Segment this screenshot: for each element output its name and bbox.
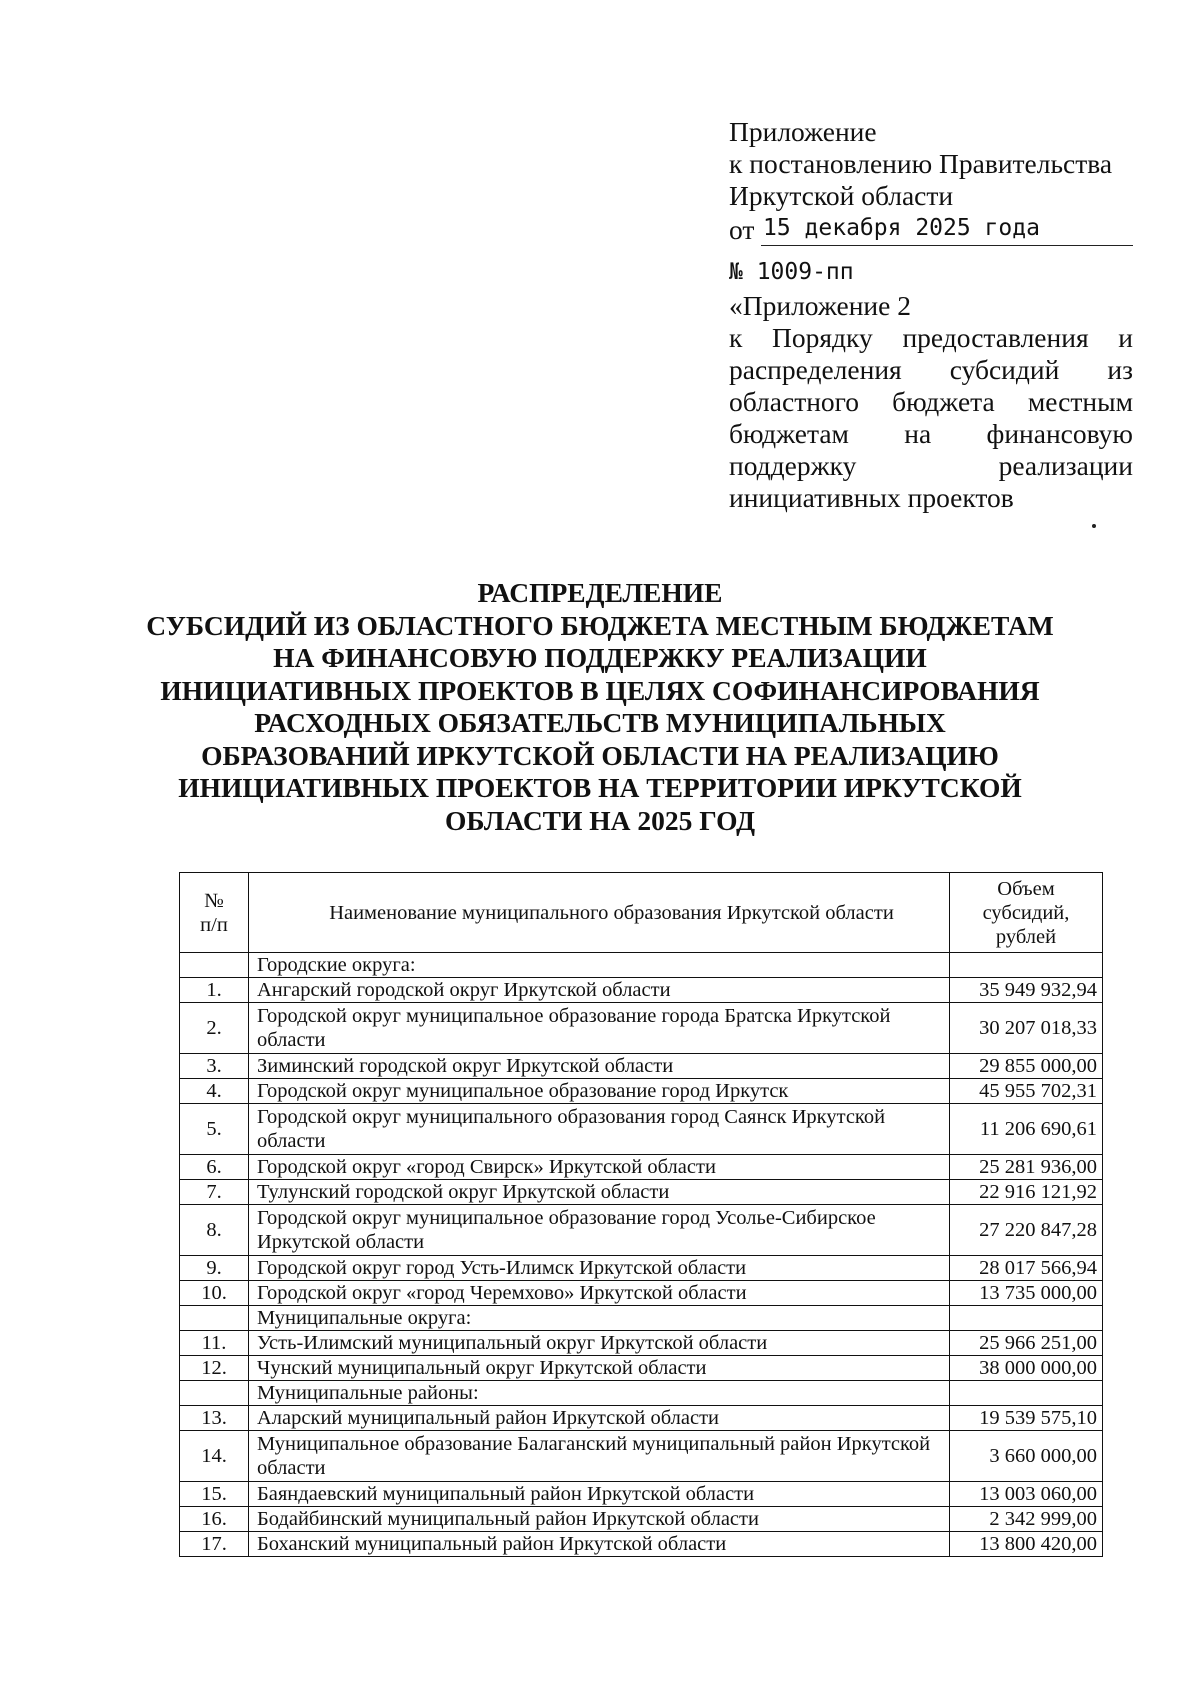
subsidy-amount: 2 342 999,00: [950, 1507, 1103, 1532]
row-number: [180, 1381, 249, 1406]
subsidy-amount: 3 660 000,00: [950, 1431, 1103, 1482]
subsidy-amount: 13 003 060,00: [950, 1482, 1103, 1507]
table-row: [180, 1079, 1103, 1104]
header-name: Наименование муниципального образования Иркутской области: [249, 873, 950, 953]
resolution-number: № 1009-пп: [729, 259, 854, 285]
subsidy-amount: 45 955 702,31: [950, 1079, 1103, 1104]
section-heading: Городские округа:: [249, 953, 950, 978]
municipality-name: Городской округ «город Свирск» Иркутской области: [249, 1155, 950, 1180]
table-row: [180, 1532, 1103, 1557]
row-number: 2.: [180, 1003, 249, 1054]
table-body: [180, 953, 1103, 1557]
municipality-name: Усть-Илимский муниципальный округ Иркутской области: [249, 1331, 950, 1356]
word: поддержку: [729, 450, 857, 481]
municipality-name: Городской округ муниципальное образование города Братска Иркутской области: [249, 1003, 950, 1054]
word: Порядку: [772, 322, 873, 353]
word: на: [904, 418, 932, 449]
table-row: [180, 1406, 1103, 1431]
order-line-5: [729, 450, 1133, 482]
resolution-reference: к постановлению Правительства: [729, 148, 1113, 179]
order-line-2: [729, 354, 1133, 386]
row-number: 12.: [180, 1356, 249, 1381]
row-number: 5.: [180, 1104, 249, 1155]
annex-title: «Приложение 2: [729, 290, 911, 321]
row-number: [180, 953, 249, 978]
table-row: [180, 1356, 1103, 1381]
row-number: 10.: [180, 1281, 249, 1306]
header-amount: [950, 873, 1103, 953]
word: субсидий: [949, 354, 1060, 385]
municipality-name: Зиминский городской округ Иркутской области: [249, 1054, 950, 1079]
municipality-name: Бодайбинский муниципальный район Иркутской области: [249, 1507, 950, 1532]
appendix-label: Приложение: [729, 116, 877, 147]
order-line-1: [729, 322, 1133, 354]
row-number: 17.: [180, 1532, 249, 1557]
header-amount-line: рублей: [995, 925, 1057, 948]
table-row: [180, 1205, 1103, 1256]
row-number: 7.: [180, 1180, 249, 1205]
title-line: ИНИЦИАТИВНЫХ ПРОЕКТОВ В ЦЕЛЯХ СОФИНАНСИРОВАНИЯ: [160, 674, 1040, 706]
subsidy-amount: 13 800 420,00: [950, 1532, 1103, 1557]
row-number: 8.: [180, 1205, 249, 1256]
word: бюджетам: [729, 418, 849, 449]
header-amount-line: Объем: [997, 877, 1055, 900]
table-row: [180, 1003, 1103, 1054]
header-number-abbr: п/п: [200, 913, 228, 936]
resolution-date-row: [729, 212, 1133, 246]
order-line-4: [729, 418, 1133, 450]
order-line-3: [729, 386, 1133, 418]
title-line: ОБЛАСТИ НА 2025 ГОД: [444, 804, 756, 836]
title-line: СУБСИДИЙ ИЗ ОБЛАСТНОГО БЮДЖЕТА МЕСТНЫМ БЮДЖЕТАМ: [146, 609, 1054, 641]
header-number-sign: №: [204, 889, 224, 912]
row-number: 13.: [180, 1406, 249, 1431]
table-row: [180, 1381, 1103, 1406]
subsidy-amount: [950, 1306, 1103, 1331]
word: и: [1118, 322, 1133, 353]
table-row: [180, 978, 1103, 1003]
section-heading: Муниципальные округа:: [249, 1306, 950, 1331]
row-number: 14.: [180, 1431, 249, 1482]
header-number: [180, 873, 249, 953]
row-number: 1.: [180, 978, 249, 1003]
row-number: 6.: [180, 1155, 249, 1180]
row-number: 3.: [180, 1054, 249, 1079]
subsidy-amount: 22 916 121,92: [950, 1180, 1103, 1205]
table-row: [180, 1482, 1103, 1507]
municipality-name: Городской округ город Усть-Илимск Иркутской области: [249, 1256, 950, 1281]
municipality-name: Городской округ муниципальное образование город Иркутск: [249, 1079, 950, 1104]
table-row: [180, 1180, 1103, 1205]
order-line-6: инициативных проектов: [729, 482, 1014, 513]
subsidy-amount: 25 966 251,00: [950, 1331, 1103, 1356]
title-line: РАСХОДНЫХ ОБЯЗАТЕЛЬСТВ МУНИЦИПАЛЬНЫХ: [254, 707, 946, 738]
stray-dot: [1092, 524, 1096, 528]
table-header-row: [180, 873, 1103, 953]
municipality-name: Муниципальное образование Балаганский муниципальный район Иркутской области: [249, 1431, 950, 1482]
municipality-name: Городской округ «город Черемхово» Иркутской области: [249, 1281, 950, 1306]
table-row: [180, 1054, 1103, 1079]
table-row: [180, 1155, 1103, 1180]
word: финансовую: [986, 418, 1133, 449]
municipality-name: Тулунский городской округ Иркутской области: [249, 1180, 950, 1205]
subsidy-amount: 11 206 690,61: [950, 1104, 1103, 1155]
municipality-name: Городской округ муниципальное образование город Усолье-Сибирское Иркутской области: [249, 1205, 950, 1256]
subsidy-amount: 27 220 847,28: [950, 1205, 1103, 1256]
date-underline: [761, 245, 1133, 246]
subsidy-amount: 25 281 936,00: [950, 1155, 1103, 1180]
subsidy-amount: 29 855 000,00: [950, 1054, 1103, 1079]
table-row: [180, 1331, 1103, 1356]
word: бюджета: [892, 386, 995, 417]
header-amount-line: субсидий,: [982, 901, 1070, 924]
row-number: 15.: [180, 1482, 249, 1507]
subsidy-amount: 38 000 000,00: [950, 1356, 1103, 1381]
table-row: [180, 1104, 1103, 1155]
table-row: [180, 1306, 1103, 1331]
table-row: [180, 1507, 1103, 1532]
municipality-name: Баяндаевский муниципальный район Иркутской области: [249, 1482, 950, 1507]
table-row: [180, 1256, 1103, 1281]
row-number: 11.: [180, 1331, 249, 1356]
appendix-header: [729, 116, 1133, 514]
title-line: РАСПРЕДЕЛЕНИЕ: [477, 577, 723, 608]
subsidy-amount: 30 207 018,33: [950, 1003, 1103, 1054]
municipality-name: Чунский муниципальный округ Иркутской области: [249, 1356, 950, 1381]
word: предоставления: [902, 322, 1089, 353]
table-row: [180, 953, 1103, 978]
municipality-name: Боханский муниципальный район Иркутской области: [249, 1532, 950, 1557]
row-number: [180, 1306, 249, 1331]
subsidy-amount: 35 949 932,94: [950, 978, 1103, 1003]
document-title: [140, 577, 1060, 837]
table-row: [180, 1431, 1103, 1482]
word: реализации: [998, 450, 1133, 481]
row-number: 4.: [180, 1079, 249, 1104]
subsidy-amount: [950, 1381, 1103, 1406]
word: распределения: [729, 354, 902, 385]
municipality-name: Аларский муниципальный район Иркутской области: [249, 1406, 950, 1431]
subsidy-amount: 28 017 566,94: [950, 1256, 1103, 1281]
municipality-name: Городской округ муниципального образования город Саянск Иркутской области: [249, 1104, 950, 1155]
municipality-name: Ангарский городской округ Иркутской области: [249, 978, 950, 1003]
row-number: 9.: [180, 1256, 249, 1281]
title-line: ОБРАЗОВАНИЙ ИРКУТСКОЙ ОБЛАСТИ НА РЕАЛИЗАЦИЮ: [201, 739, 999, 771]
word: местным: [1027, 386, 1133, 417]
table-row: [180, 1281, 1103, 1306]
subsidy-amount: 13 735 000,00: [950, 1281, 1103, 1306]
distribution-table: [179, 872, 1103, 1557]
title-line: НА ФИНАНСОВУЮ ПОДДЕРЖКУ РЕАЛИЗАЦИИ: [273, 642, 927, 673]
resolution-number-row: [729, 246, 1133, 290]
word: к: [729, 322, 743, 353]
resolution-date: 15 декабря 2025 года: [763, 215, 1040, 241]
subsidy-amount: 19 539 575,10: [950, 1406, 1103, 1431]
subsidy-amount: [950, 953, 1103, 978]
section-heading: Муниципальные районы:: [249, 1381, 950, 1406]
row-number: 16.: [180, 1507, 249, 1532]
title-line: ИНИЦИАТИВНЫХ ПРОЕКТОВ НА ТЕРРИТОРИИ ИРКУТСКОЙ: [178, 772, 1022, 803]
date-prefix: от: [729, 214, 755, 245]
word: из: [1107, 354, 1133, 385]
region-name: Иркутской области: [729, 180, 954, 211]
word: областного: [729, 386, 860, 417]
